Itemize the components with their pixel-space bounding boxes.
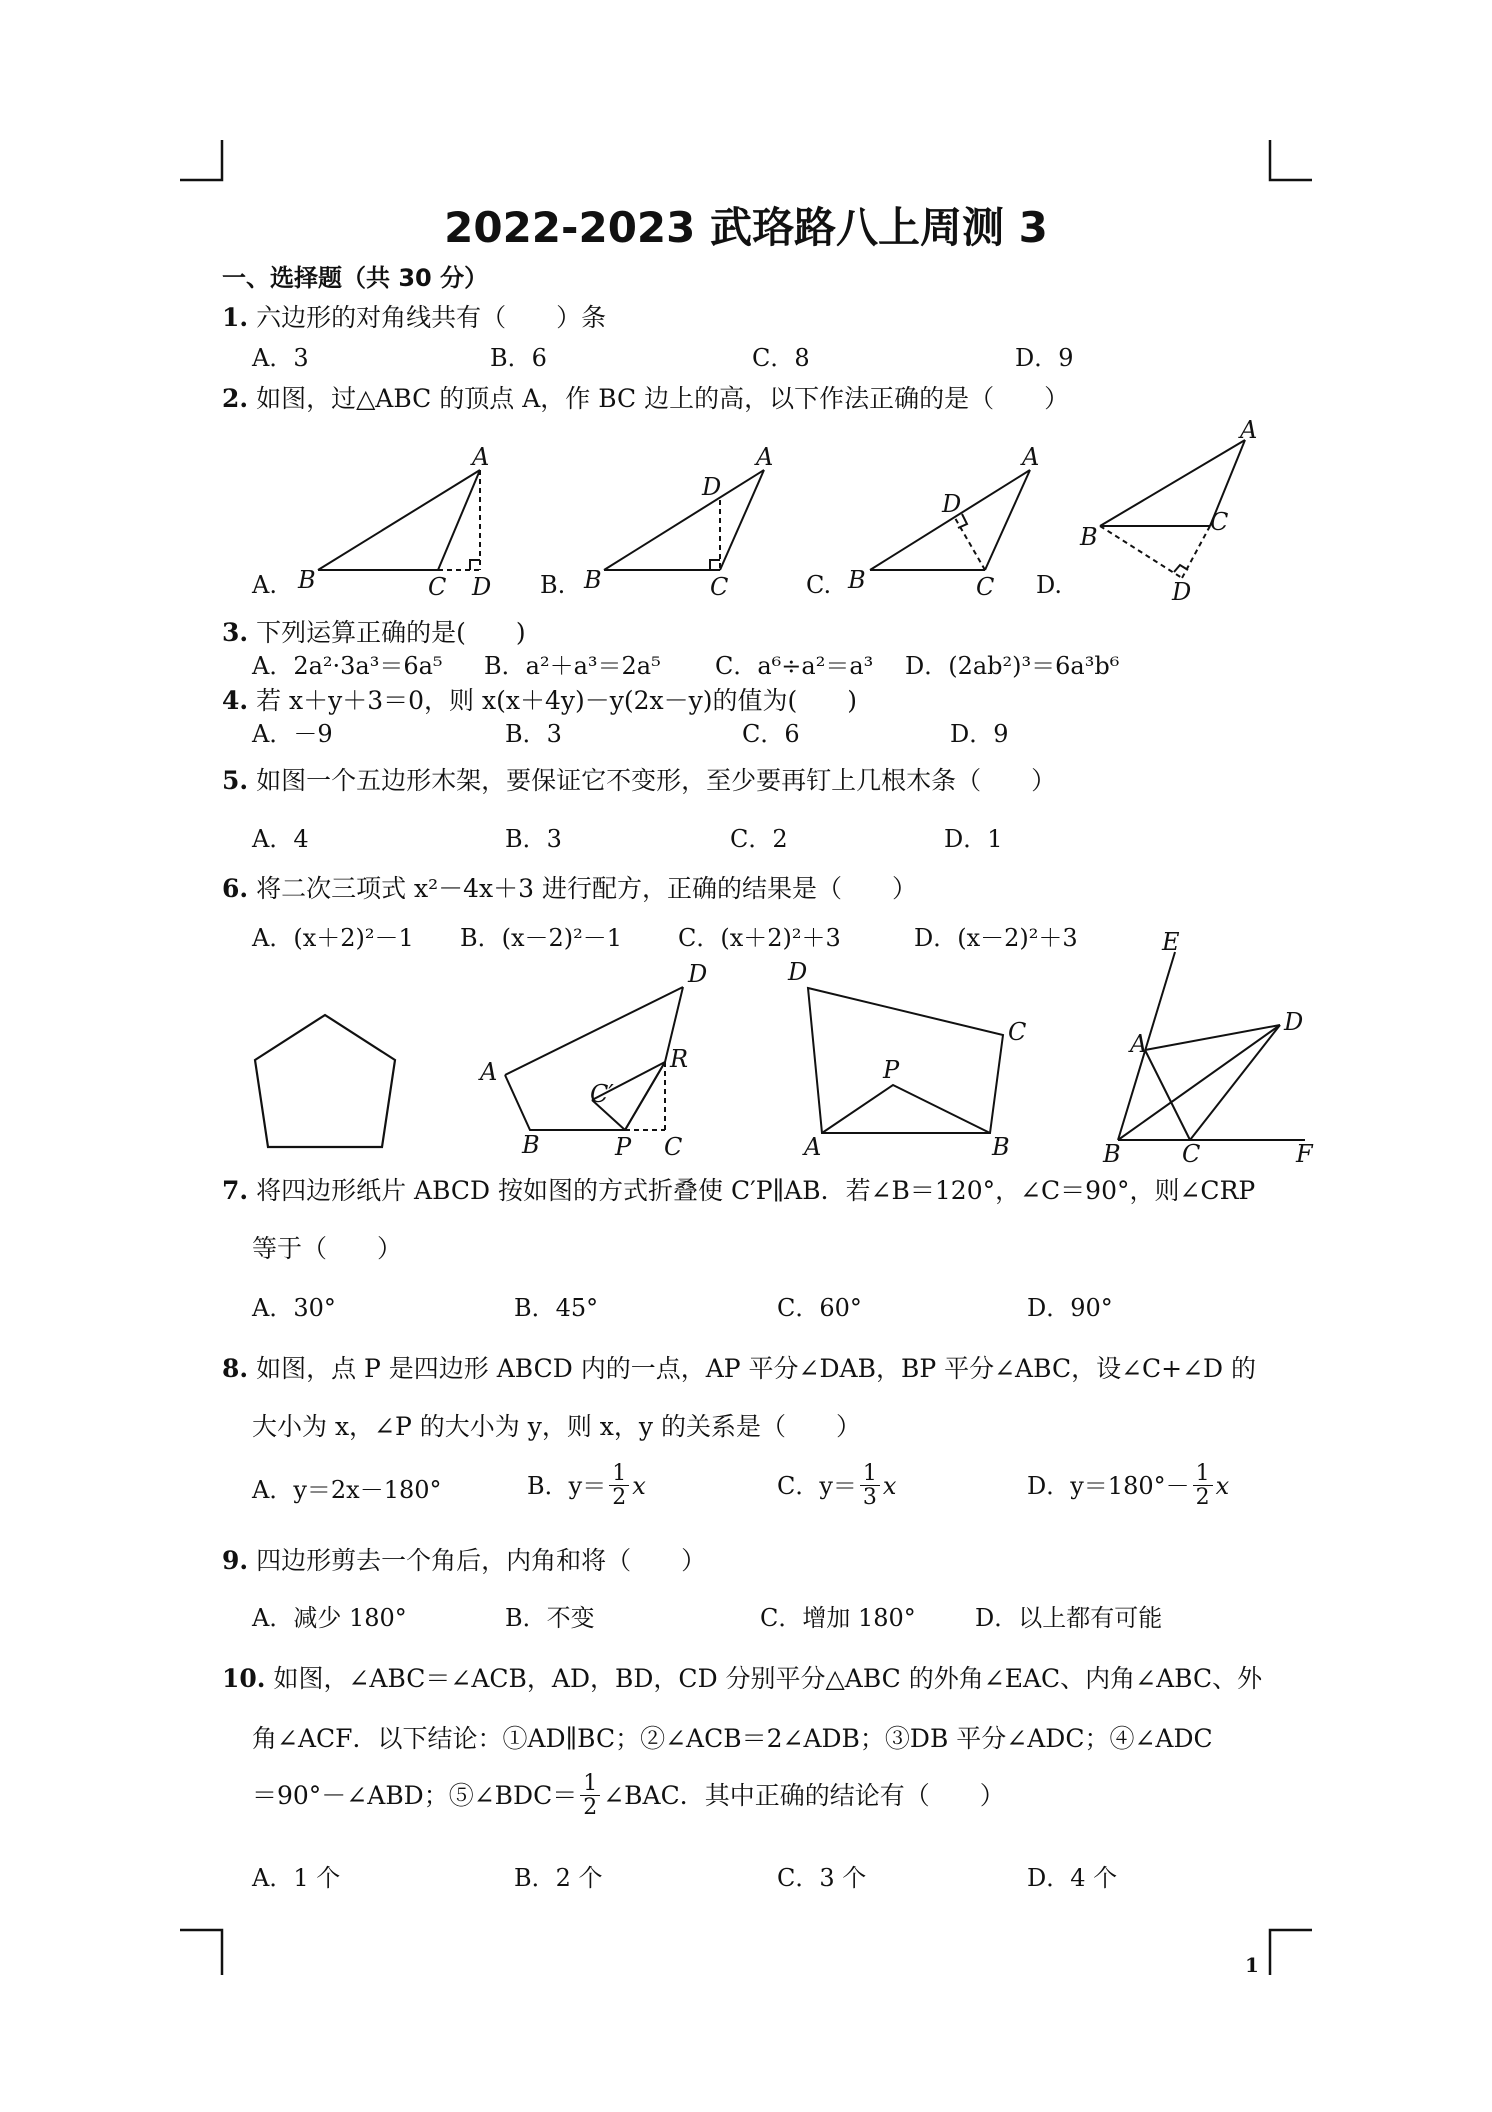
crop-mark-bottom-left <box>180 1930 222 1975</box>
svg-text:P: P <box>615 1133 632 1161</box>
q8-option-d-fraction: $\frac{1}{2}$ <box>1193 1462 1213 1509</box>
question-7: 7. 将四边形纸片 ABCD 按如图的方式折叠使 C′P∥AB．若∠B＝120°，∠C＝90°，则∠CRP <box>222 1176 1256 1205</box>
q8-option-a: A．y＝2x－180° <box>252 1476 442 1504</box>
q6-option-d: D．(x－2)²＋3 <box>914 924 1078 952</box>
crop-mark-top-left <box>180 140 222 180</box>
svg-text:D: D <box>702 473 722 501</box>
q9-option-a: A．减少 180° <box>252 1604 407 1632</box>
question-10-line3: ＝90°－∠ABD；⑤∠BDC＝ $\frac{1}{2}$ ∠BAC．其中正确的结论有（ ） <box>252 1771 1005 1821</box>
q7-figure <box>478 960 707 1161</box>
svg-text:C: C <box>428 573 447 601</box>
q6-option-b: B．(x－2)²－1 <box>460 924 623 952</box>
q9-option-c: C．增加 180° <box>760 1604 916 1632</box>
question-10-line2: 角∠ACF．以下结论：①AD∥BC；②∠ACB＝2∠ADB；③DB 平分∠ADC；④∠ADC <box>252 1724 1213 1753</box>
q8-figure <box>787 958 1026 1161</box>
svg-text:A: A <box>804 1133 822 1161</box>
svg-text:E: E <box>1162 928 1180 956</box>
svg-text:A: A <box>480 1058 498 1086</box>
q5-option-d: D．1 <box>944 825 1003 853</box>
crop-mark-top-right <box>1270 140 1312 180</box>
svg-text:A: A <box>756 443 774 471</box>
q9-option-b: B．不变 <box>505 1604 595 1632</box>
q1-option-b: B．6 <box>490 344 547 372</box>
q3-option-b: B．a²＋a³＝2a⁵ <box>484 652 661 680</box>
svg-text:C: C <box>1210 508 1229 536</box>
svg-text:D: D <box>472 573 492 601</box>
q1-option-c: C．8 <box>752 344 810 372</box>
svg-text:D: D <box>942 490 962 518</box>
q2-fig-a-label: A. <box>252 571 277 599</box>
svg-text:C′: C′ <box>590 1080 614 1108</box>
q10-option-c: C．3 个 <box>777 1864 867 1892</box>
svg-text:A: A <box>472 443 490 471</box>
svg-text:D: D <box>688 960 708 988</box>
q8-option-d: D．y＝180°－ $\frac{1}{2}$ x <box>1027 1461 1230 1511</box>
crop-mark-bottom-right <box>1270 1930 1312 1975</box>
q8-option-c-fraction: $\frac{1}{3}$ <box>860 1462 880 1509</box>
q10-figure <box>1102 928 1314 1168</box>
svg-text:C: C <box>710 573 729 601</box>
svg-text:A: A <box>1130 1030 1148 1058</box>
page-number: 1 <box>1245 1953 1259 1977</box>
svg-text:B: B <box>522 1131 540 1159</box>
q6-option-a: A．(x＋2)²－1 <box>252 924 414 952</box>
question-3: 3. 下列运算正确的是( ) <box>222 618 526 647</box>
svg-text:R: R <box>670 1045 689 1073</box>
question-4: 4. 若 x＋y＋3＝0，则 x(x＋4y)－y(2x－y)的值为( ) <box>222 686 857 715</box>
q4-option-b: B．3 <box>505 720 562 748</box>
svg-text:B: B <box>992 1133 1010 1161</box>
svg-text:C: C <box>664 1133 683 1161</box>
svg-text:C: C <box>1008 1018 1027 1046</box>
svg-text:B: B <box>584 566 602 594</box>
question-10: 10. 如图，∠ABC＝∠ACB，AD，BD，CD 分别平分△ABC 的外角∠EAC、内角∠ABC、外 <box>222 1664 1263 1693</box>
question-2: 2. 如图，过△ABC 的顶点 A，作 BC 边上的高，以下作法正确的是（ ） <box>222 384 1070 413</box>
svg-text:F: F <box>1296 1140 1313 1168</box>
svg-text:D: D <box>1284 1008 1304 1036</box>
q5-option-a: A．4 <box>252 825 309 853</box>
svg-text:B: B <box>1080 523 1098 551</box>
svg-text:A: A <box>1022 443 1040 471</box>
section-heading: 一、选择题（共 30 分） <box>222 264 489 292</box>
page-title: 2022-2023 武珞路八上周测 3 <box>444 203 1048 252</box>
q2-fig-d-label: D. <box>1036 571 1063 599</box>
q3-option-d: D．(2ab²)³＝6a³b⁶ <box>905 652 1120 680</box>
question-7-line2: 等于（ ） <box>252 1234 403 1263</box>
svg-text:B: B <box>298 566 316 594</box>
q5-option-c: C．2 <box>730 825 788 853</box>
q3-option-c: C．a⁶÷a²＝a³ <box>715 652 874 680</box>
svg-text:B: B <box>848 566 866 594</box>
svg-text:P: P <box>883 1056 900 1084</box>
question-8-line2: 大小为 x，∠P 的大小为 y，则 x，y 的关系是（ ） <box>252 1412 861 1441</box>
q4-option-a: A．－9 <box>252 720 333 748</box>
q10-option-a: A．1 个 <box>252 1864 341 1892</box>
question-9: 9. 四边形剪去一个角后，内角和将（ ） <box>222 1546 707 1575</box>
svg-text:B: B <box>1103 1140 1121 1168</box>
svg-text:C: C <box>1182 1140 1201 1168</box>
q10-fraction: $\frac{1}{2}$ <box>580 1772 600 1819</box>
q8-option-b-fraction: $\frac{1}{2}$ <box>609 1462 629 1509</box>
q7-option-b: B．45° <box>514 1294 599 1322</box>
svg-text:C: C <box>976 573 995 601</box>
q7-option-c: C．60° <box>777 1294 862 1322</box>
svg-text:A: A <box>1240 416 1258 444</box>
q5-option-b: B．3 <box>505 825 562 853</box>
q2-figures <box>0 416 1492 620</box>
q4-option-d: D．9 <box>950 720 1009 748</box>
question-5: 5. 如图一个五边形木架，要保证它不变形，至少要再钉上几根木条（ ） <box>222 766 1057 795</box>
pentagon-figure <box>255 1015 395 1147</box>
svg-text:D: D <box>788 958 808 986</box>
q10-option-b: B．2 个 <box>514 1864 603 1892</box>
svg-text:D: D <box>1172 578 1192 606</box>
question-1: 1. 六边形的对角线共有（ ）条 <box>222 303 607 332</box>
q8-option-c: C．y＝ $\frac{1}{3}$ x <box>777 1461 897 1511</box>
q1-option-d: D．9 <box>1015 344 1074 372</box>
q7-option-a: A．30° <box>252 1294 336 1322</box>
q7-option-d: D．90° <box>1027 1294 1113 1322</box>
question-6: 6. 将二次三项式 x²－4x＋3 进行配方，正确的结果是（ ） <box>222 874 917 903</box>
q10-option-d: D．4 个 <box>1027 1864 1118 1892</box>
q6-option-c: C．(x＋2)²＋3 <box>678 924 841 952</box>
q1-option-a: A．3 <box>252 344 309 372</box>
q8-option-b: B．y＝ $\frac{1}{2}$ x <box>527 1461 646 1511</box>
q2-fig-c-label: C. <box>806 571 832 599</box>
q2-fig-b-label: B. <box>540 571 566 599</box>
question-8: 8. 如图，点 P 是四边形 ABCD 内的一点，AP 平分∠DAB，BP 平分∠ABC，设∠C+∠D 的 <box>222 1354 1257 1383</box>
q4-option-c: C．6 <box>742 720 800 748</box>
q9-option-d: D．以上都有可能 <box>975 1604 1163 1632</box>
q3-option-a: A．2a²·3a³＝6a⁵ <box>252 652 443 680</box>
